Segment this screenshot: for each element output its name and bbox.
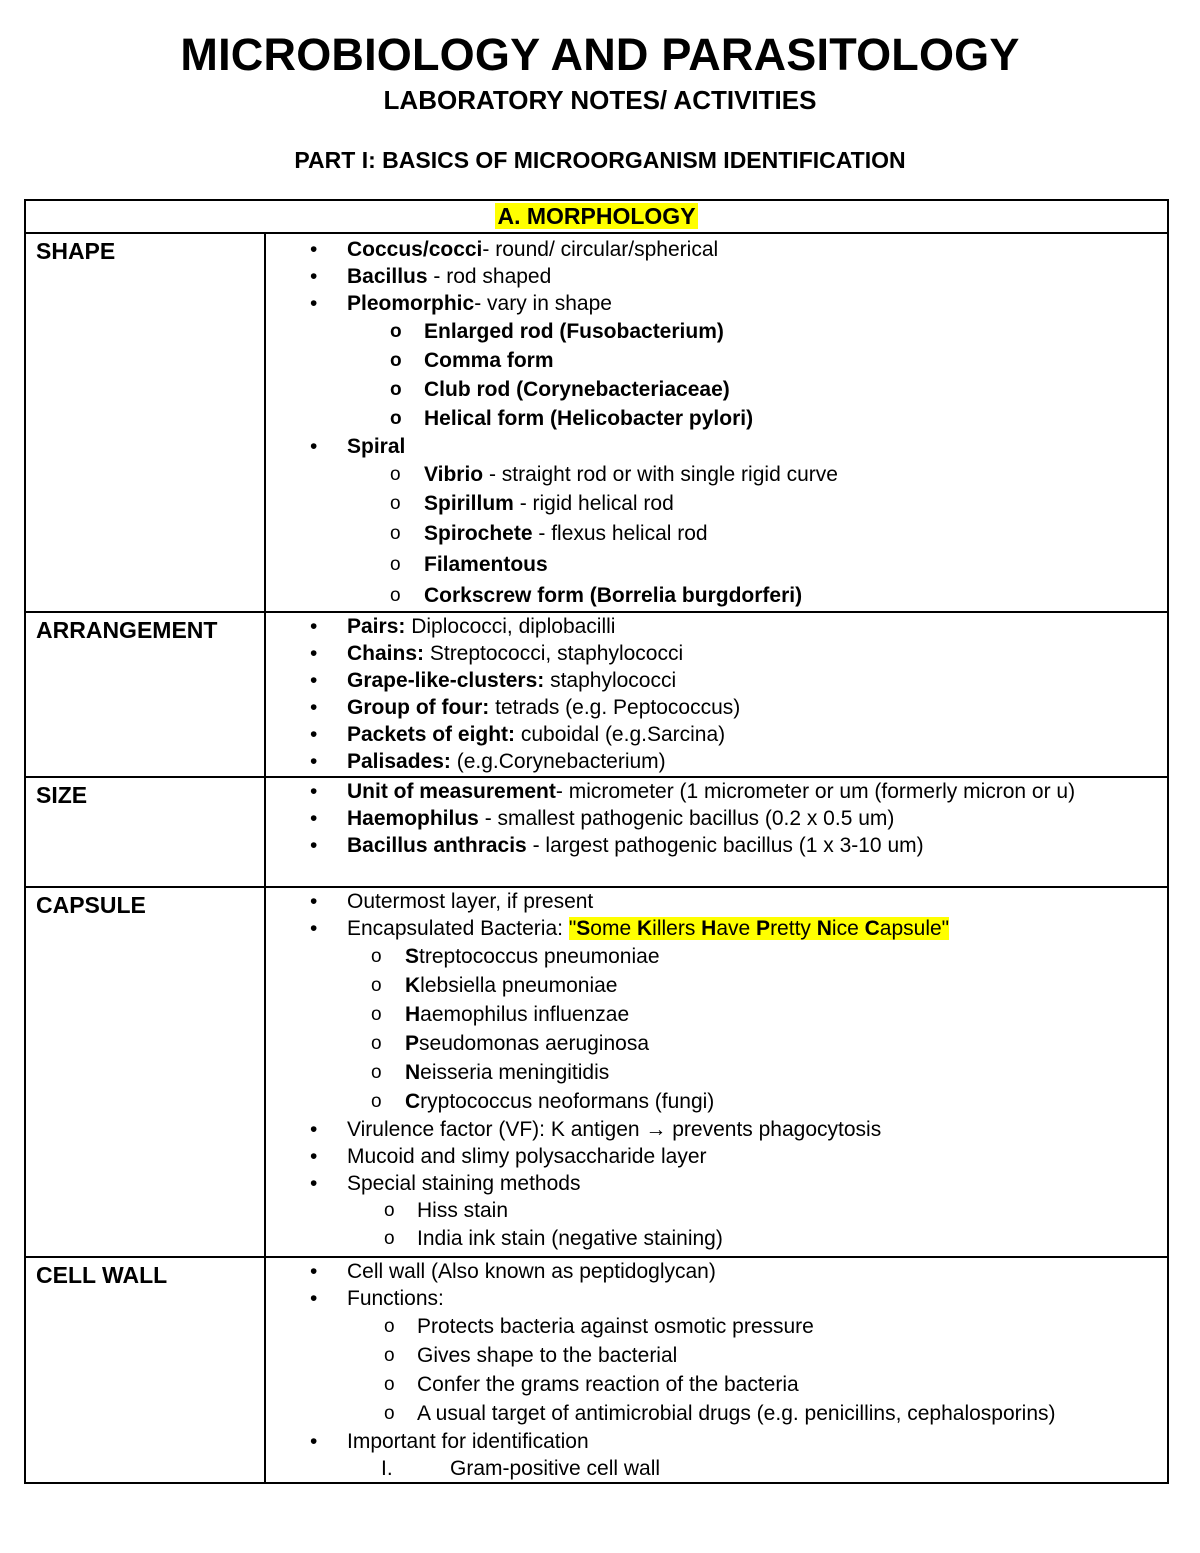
list-item: • Haemophilus - smallest pathogenic bacillus (0.2 x 0.5 um) [266,805,1167,832]
list-item: • Unit of measurement- micrometer (1 micrometer or um (formerly micron or u) [266,778,1167,805]
cell-wall-list [266,1258,1167,1482]
capsule-label: CAPSULE [25,887,265,1257]
size-row [25,777,1168,887]
shape-list [266,236,1167,611]
list-item: • Bacillus anthracis - largest pathogenic bacillus (1 x 3-10 um) [266,832,1167,859]
functions-sublist [266,1312,1167,1428]
part-heading: PART I: BASICS OF MICROORGANISM IDENTIFICATION [294,147,906,173]
size-content [265,777,1168,887]
table-header-cell [25,200,1168,233]
list-item: o India ink stain (negative staining) [266,1225,1167,1253]
bacteria-sublist [266,942,1167,1116]
mnemonic-highlight: "Some Killers Have Pretty Nice Capsule" [568,917,950,940]
list-item: • Mucoid and slimy polysaccharide layer [266,1143,1167,1170]
document-title: MICROBIOLOGY AND PARASITOLOGY [180,29,1020,80]
list-item: o Haemophilus influenzae [266,1000,1167,1029]
list-item: o Comma form [266,346,1167,375]
list-item: • Encapsulated Bacteria: "Some Killers Have Pretty Nice Capsule" o Streptococcus pneumoniae o Klebsiella pneumoniae o Haemophilus influenzae o Pseudomonas aeruginosa o Neisseria meningitidis o Cryptococcus neoformans (fungi) [266,915,1167,1116]
document-subtitle: LABORATORY NOTES/ ACTIVITIES [383,85,817,115]
arrangement-list [266,613,1167,775]
list-item: o Corkscrew form (Borrelia burgdorferi) [266,580,1167,611]
list-item: • Outermost layer, if present [266,888,1167,915]
spiral-sublist [266,460,1167,611]
list-item: • Important for identification I. Gram-positive cell wall [266,1428,1167,1482]
list-item: • Virulence factor (VF): K antigen → prevents phagocytosis [266,1116,1167,1143]
capsule-list [266,888,1167,1253]
list-item: o Hiss stain [266,1197,1167,1225]
cell-wall-content [265,1257,1168,1483]
list-item: o Gives shape to the bacterial [266,1341,1167,1370]
list-item: • Packets of eight: cuboidal (e.g.Sarcina) [266,721,1167,748]
list-item: o Club rod (Corynebacteriaceae) [266,375,1167,404]
capsule-row [25,887,1168,1257]
list-item: o Spirochete - flexus helical rod [266,518,1167,549]
identification-sublist [266,1455,1167,1482]
capsule-content [265,887,1168,1257]
morphology-heading: A. MORPHOLOGY [497,203,696,229]
cell-wall-row [25,1257,1168,1483]
list-item: • Functions: o Protects bacteria against osmotic pressure o Gives shape to the bacterial o Confer the grams reaction of the bacteria o A usual target of antimicrobial drugs (e.g. penicillins, cephalosporins) [266,1285,1167,1428]
list-item: o Confer the grams reaction of the bacteria [266,1370,1167,1399]
table-header-row [25,200,1168,233]
size-label: SIZE [25,777,265,887]
morphology-table [24,199,1169,1484]
list-item: • Pleomorphic- vary in shape o Enlarged rod (Fusobacterium) o Comma form o Club rod (Corynebacteriaceae) o Helical form (Helicobacter pylori) [266,290,1167,433]
cell-wall-label: CELL WALL [25,1257,265,1483]
stains-sublist [266,1197,1167,1253]
list-item: o Protects bacteria against osmotic pressure [266,1312,1167,1341]
list-item: o Neisseria meningitidis [266,1058,1167,1087]
list-item: o Vibrio - straight rod or with single rigid curve [266,460,1167,489]
list-item: • Grape-like-clusters: staphylococci [266,667,1167,694]
list-item: I. Gram-positive cell wall [381,1457,661,1480]
list-item: • Palisades: (e.g.Corynebacterium) [266,748,1167,775]
list-item: o Streptococcus pneumoniae [266,942,1167,971]
list-item: • Bacillus - rod shaped [266,263,1167,290]
size-list [266,778,1167,859]
list-item: • Pairs: Diplococci, diplobacilli [266,613,1167,640]
pleomorphic-sublist [266,317,1167,433]
list-item: • Chains: Streptococci, staphylococci [266,640,1167,667]
arrangement-content [265,612,1168,777]
list-item: • Special staining methods o Hiss stain o India ink stain (negative staining) [266,1170,1167,1253]
list-item: o Enlarged rod (Fusobacterium) [266,317,1167,346]
list-item: • Cell wall (Also known as peptidoglycan) [266,1258,1167,1285]
list-item: • Coccus/cocci- round/ circular/spherical [266,236,1167,263]
list-item: o Klebsiella pneumoniae [266,971,1167,1000]
shape-content [265,233,1168,612]
shape-label: SHAPE [25,233,265,612]
list-item: • Spiral o Vibrio - straight rod or with single rigid curve o Spirillum - rigid helical rod o Spirochete - flexus helical rod o Filamentous o Corkscrew form (Borrelia burgdorferi) [266,433,1167,611]
arrangement-label: ARRANGEMENT [25,612,265,777]
list-item: o A usual target of antimicrobial drugs (e.g. penicillins, cephalosporins) [266,1399,1167,1428]
list-item: o Pseudomonas aeruginosa [266,1029,1167,1058]
shape-row [25,233,1168,612]
list-item: o Filamentous [266,549,1167,580]
list-item: • Group of four: tetrads (e.g. Peptococcus) [266,694,1167,721]
arrangement-row [25,612,1168,777]
list-item: o Spirillum - rigid helical rod [266,489,1167,518]
list-item: o Helical form (Helicobacter pylori) [266,404,1167,433]
list-item: o Cryptococcus neoformans (fungi) [266,1087,1167,1116]
